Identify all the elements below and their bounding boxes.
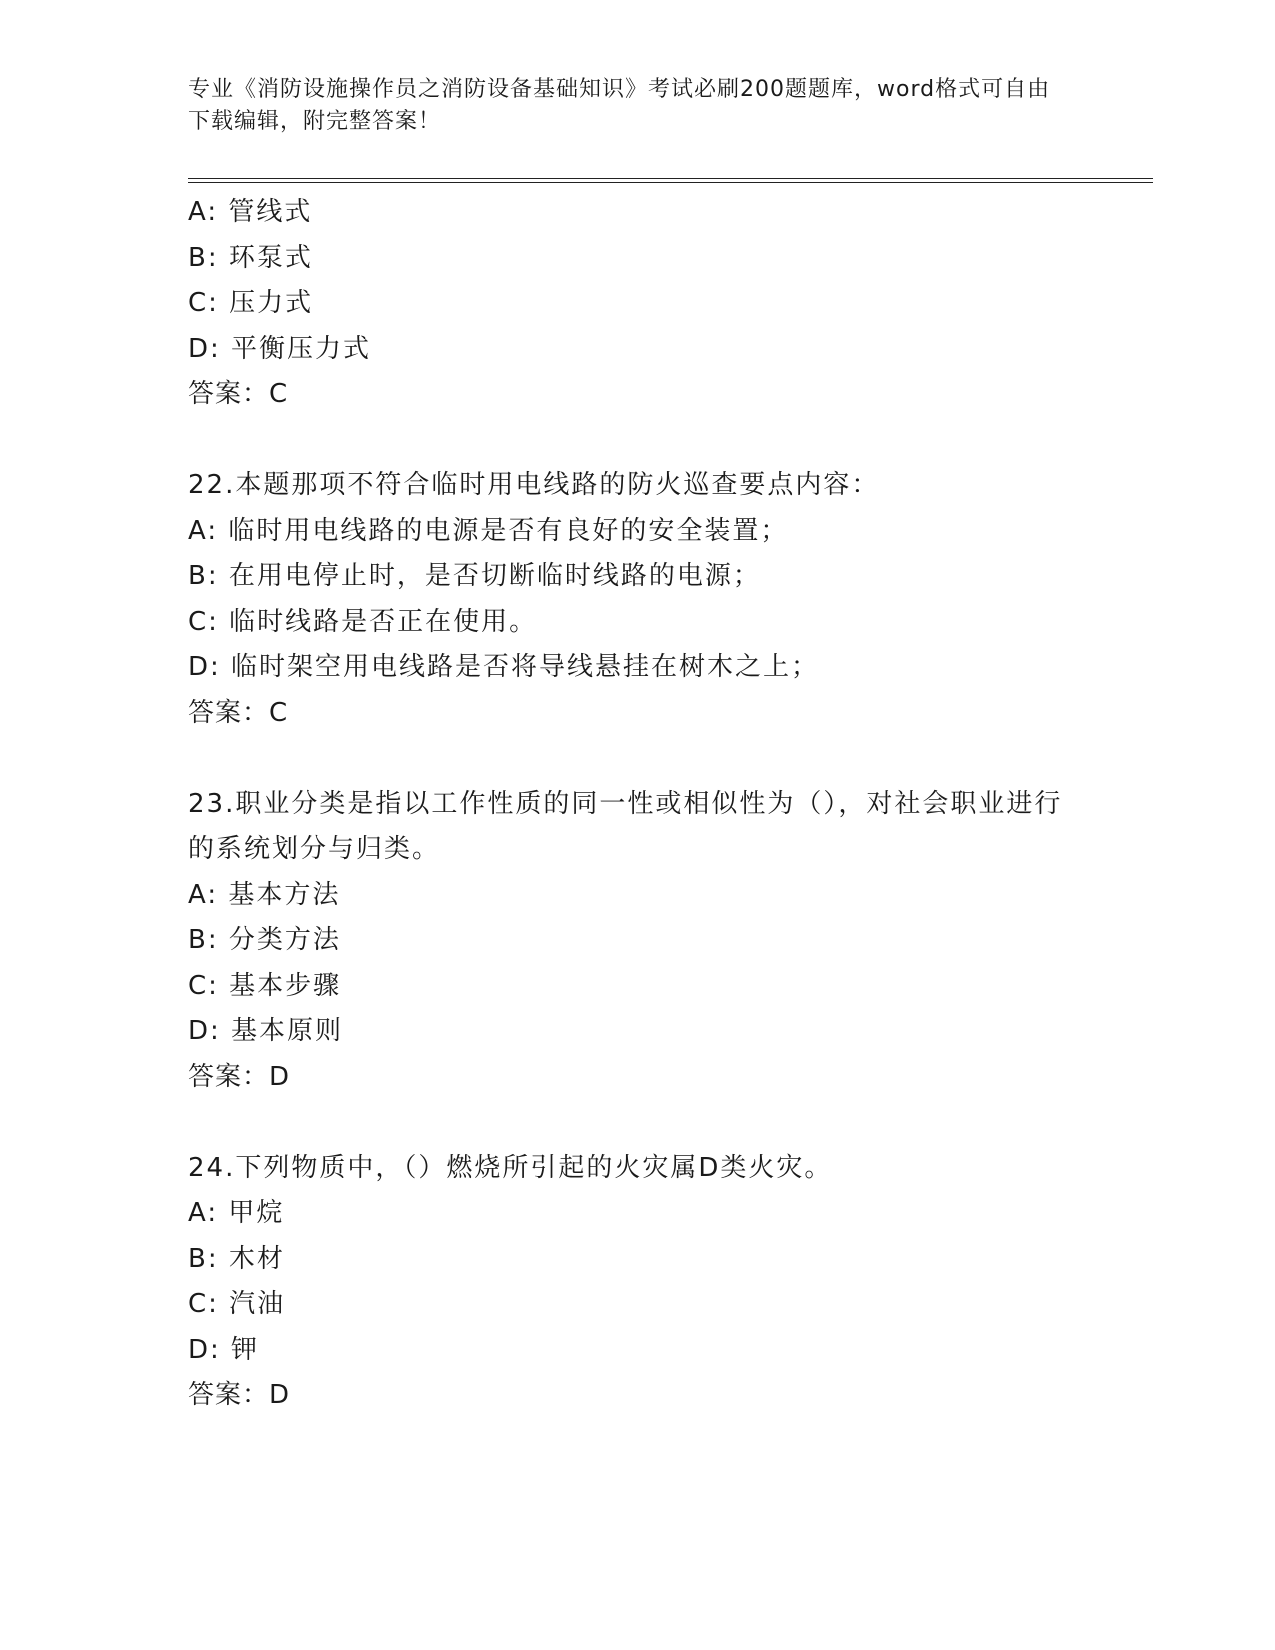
option-d: D: 基本原则: [188, 1016, 344, 1046]
question-block-22: [188, 463, 1118, 736]
option-a: A: 管线式: [188, 197, 313, 227]
header-divider: [188, 178, 1153, 183]
option-d: D: 平衡压力式: [188, 333, 372, 364]
option-b: B: 分类方法: [188, 925, 341, 955]
option-a: A: 临时用电线路的电源是否有良好的安全装置；: [188, 515, 789, 546]
option-c: C: 压力式: [188, 288, 314, 318]
question-block-24: [188, 1146, 1118, 1419]
option-c: C: 临时线路是否正在使用。: [188, 606, 538, 637]
option-c: C: 基本步骤: [188, 970, 342, 1001]
question-stem: 22.本题那项不符合临时用电线路的防火巡查要点内容：: [188, 470, 880, 500]
question-list: [188, 190, 1118, 1419]
question-stem: 24.下列物质中，（）燃烧所引起的火灾属D类火灾。: [188, 1152, 833, 1183]
page-header: 专业《消防设施操作员之消防设备基础知识》考试必刷200题题库，word格式可自由下载编辑，附完整答案！: [188, 77, 1051, 134]
question-block-23: [188, 782, 1118, 1101]
option-c: C: 汽油: [188, 1289, 286, 1319]
option-d: D: 临时架空用电线路是否将导线悬挂在树木之上；: [188, 652, 820, 682]
option-b: B: 木材: [188, 1243, 285, 1274]
option-d: D: 钾: [188, 1334, 260, 1365]
option-b: B: 环泵式: [188, 242, 313, 273]
option-b: B: 在用电停止时，是否切断临时线路的电源；: [188, 561, 761, 591]
answer-label: 答案：D: [188, 1380, 291, 1410]
option-a: A: 甲烷: [188, 1198, 285, 1228]
answer-label: 答案：C: [188, 697, 289, 728]
question-stem: 23.职业分类是指以工作性质的同一性或相似性为（），对社会职业进行的系统划分与归类。: [188, 788, 1063, 864]
option-a: A: 基本方法: [188, 879, 341, 910]
question-block-carryover: [188, 190, 1118, 418]
answer-label: 答案：C: [188, 379, 289, 409]
answer-label: 答案：D: [188, 1061, 291, 1092]
